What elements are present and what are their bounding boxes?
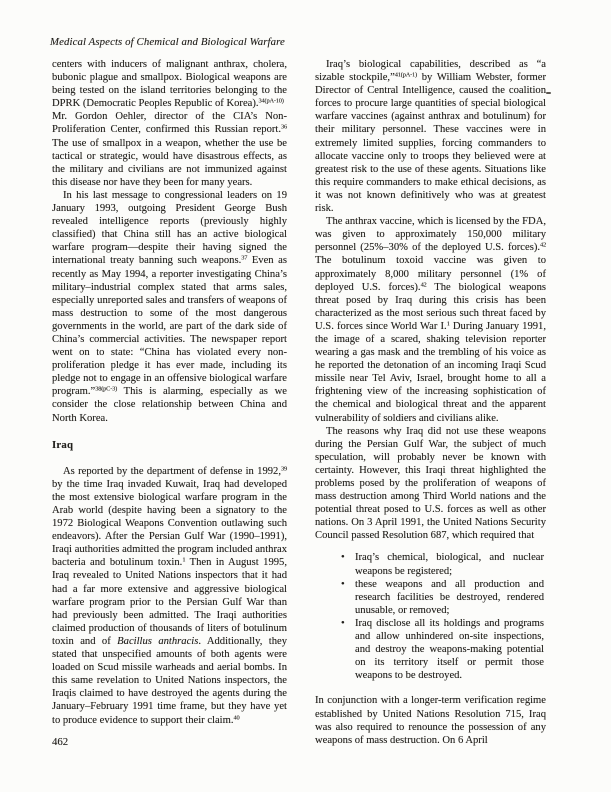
text-run: Then in August 1995, Iraq revealed to United Nations inspectors that it had had a far more extensive and aggressive biological warfare program prior to the Persian Gulf War than had previously been admitted. The Iraqi authorities claimed production of thousands of liters of botulinum toxin and of — [52, 557, 287, 647]
reference-superscript: 41(pA-1) — [394, 71, 417, 79]
text-run: During January 1991, the image of a scared, shaking television reporter wearing a gas mask and the trembling of his voice as he reported the detonation of an incoming Iraqi Scud missile near Tel Aviv, Israel, brought home to all a frightening view of the increasing sophistication of the chemical and biological threat and the apparent vulnerability of soldiers and civilians alike. — [315, 320, 546, 424]
reference-superscript: 37 — [241, 254, 248, 262]
paragraph — [52, 189, 287, 425]
text-columns — [52, 58, 546, 747]
italic-text: Bacillus anthracis — [117, 635, 199, 647]
text-run: Iraq’s biological capabilities, described as “a sizable stockpile,” — [315, 59, 546, 84]
bullet-list — [315, 551, 546, 682]
text-run: As reported by the department of defense in 1992, — [63, 465, 281, 477]
reference-superscript: 34(pA-10) — [258, 97, 284, 105]
scan-speck — [546, 92, 551, 94]
reference-superscript: 38(pC-3) — [95, 385, 118, 393]
extract-paragraph — [52, 58, 287, 110]
bullet-item: • these weapons and all production and research facilities be destroyed, rendered unusable, or removed; — [355, 578, 544, 617]
bullet-item: • Iraq disclose all its holdings and programs and allow unhindered on-site inspections, and destroy the weapons-making potential on its territory itself or permit those weapons to be destroyed. — [355, 617, 544, 682]
reference-superscript: 1 — [446, 320, 450, 328]
text-run: . Additionally, they stated that unspecified amounts of both agents were loaded on Scud missile warheads and aerial bombs. In this same revelation to United Nations inspectors, the Iraqis claimed to have destroyed the agents during the January–February 1991 time frame, but they have yet to produce evidence to support their claim. — [52, 635, 288, 726]
paragraph — [315, 694, 546, 746]
text-run: The biological weapons threat posed by Iraq during this crisis has been characterized as the most serious such threat faced by U.S. forces since World War I. — [315, 281, 547, 332]
running-head: Medical Aspects of Chemical and Biological Warfare — [50, 36, 285, 48]
paragraph — [52, 110, 287, 189]
text-run: This is alarming, especially as we consider the close relationship between China and North Korea. — [52, 386, 287, 424]
reference-superscript: 42 — [420, 281, 427, 289]
paragraph — [315, 215, 546, 425]
text-run: The botulinum toxoid vaccine was given to approximately 8,000 military personnel (1% of deployed U.S. forces). — [315, 255, 546, 293]
right-column — [315, 58, 546, 747]
paragraph — [52, 465, 287, 727]
reference-superscript: 36 — [281, 123, 287, 131]
reference-superscript: 42 — [540, 241, 546, 249]
text-run: centers with inducers of malignant anthrax, cholera, bubonic plague and smallpox. Biological weapons are being tested on the island territories belonging to the DPRK (Democratic Peoples Republic of Korea). — [52, 59, 287, 110]
page-number: 462 — [52, 736, 69, 748]
paragraph — [315, 58, 546, 215]
section-heading: Iraq — [52, 438, 74, 451]
text-run: Mr. Gordon Oehler, director of the CIA’s Non-Proliferation Center, confirmed this Russian report. — [52, 111, 287, 136]
text-run: The use of smallpox in a weapon, whether the use be tactical or strategic, would have disastrous effects, as the military and civilians are not immunized against this disease nor have they been for many years. — [52, 137, 287, 188]
text-run: In his last message to congressional leaders on 19 January 1993, outgoing President George Bush revealed intelligence reports (previously highly classified) that China still has an active biological warfare program—despite their having signed the international treaty banning such weapons. — [52, 189, 287, 267]
text-run: In conjunction with a longer-term verification regime established by United Nations Resolution 715, Iraq was also required to renounce the possession of any weapons of mass destruction. On 6 April — [315, 695, 546, 746]
left-column — [52, 58, 287, 747]
paragraph — [315, 425, 546, 543]
reference-superscript: 39 — [281, 465, 287, 473]
text-run: by William Webster, former Director of Central Intelligence, caused the coalition forces to procure large quantities of special biological warfare vaccines (against anthrax and botulinum) for their military personnel. These vaccines were in extremely limited supplies, forcing commanders to allocate vaccine only to troops they believed were at greatest risk to the use of these agents. Situations like this require commanders to make ethical decisions, as it was not known definitively who was at greatest risk. — [315, 72, 546, 215]
reference-superscript: 1 — [182, 556, 186, 564]
bullet-item: • Iraq’s chemical, biological, and nuclear weapons be registered; — [355, 551, 544, 577]
reference-superscript: 40 — [233, 714, 240, 721]
text-run: by the time Iraq invaded Kuwait, Iraq had developed the most extensive biological warfare program in the Arab world (despite having been a signatory to the 1972 Biological Weapons Convention outlawing such endeavors). After the Persian Gulf War (1990–1991), Iraqi authorities admitted the program included anthrax bacteria and botulinum toxin. — [52, 478, 287, 569]
text-run: Even as recently as May 1994, a reporter investigating China’s military–industrial complex stated that arms sales, especially unreported sales and transfers of weapons of mass destruction to some of the most dangerous governments in the world, are part of the dark side of China’s commercial activities. The newspaper report went on to state: “China has violated every non-proliferation pledge it has ever made, including its pledge not to engage in an offensive biological warfare program.” — [52, 255, 288, 398]
text-run: The reasons why Iraq did not use these weapons during the Persian Gulf War, the subject of much speculation, will probably never be known with certainty. However, this Iraqi threat highlighted the problems posed by the proliferation of weapons of mass destruction among Third World nations and the potential threat posed to U.S. forces as well as other nations. On 3 April 1991, the United Nations Security Council passed Resolution 687, which required that — [315, 425, 546, 542]
text-run: The anthrax vaccine, which is licensed by the FDA, was given to approximately 150,000 military personnel (25%–30% of the deployed U.S. forces). — [315, 216, 546, 254]
